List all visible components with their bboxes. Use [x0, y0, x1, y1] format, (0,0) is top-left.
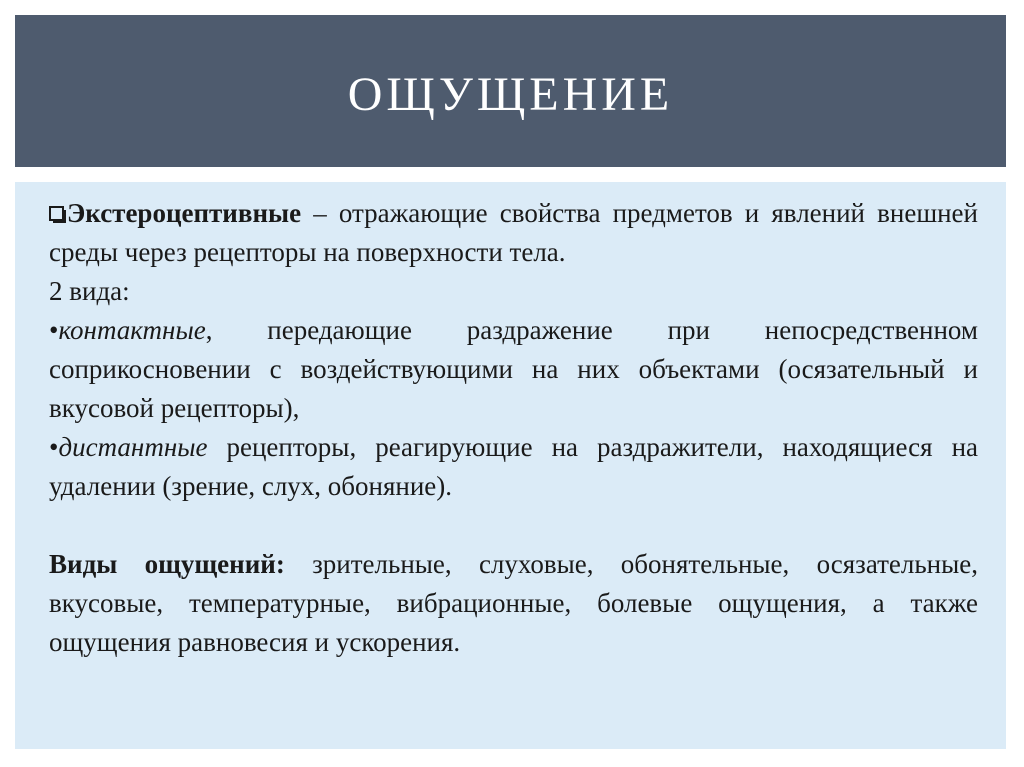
- sensation-types-text: зрительные, слуховые, обонятельные, осязательные, вкусовые, температурные, вибрационные, болевые ощущения, а также ощущения равновесия и ускорения.: [49, 549, 978, 657]
- bullet-marker: •: [49, 432, 59, 462]
- bullet-marker: •: [49, 315, 59, 345]
- exteroceptive-count: 2 вида:: [49, 276, 130, 306]
- distant-text: рецепторы, реагирующие на раздражители, находящиеся на удалении (зрение, слух, обоняние).: [49, 432, 978, 501]
- paragraph-spacer: [49, 506, 978, 545]
- sensation-types-paragraph: [49, 545, 978, 662]
- content-panel: [15, 182, 1006, 749]
- sensation-types-label: Виды ощущений:: [49, 549, 285, 579]
- distant-term: дистантные: [58, 432, 208, 462]
- checkbox-bullet-icon: [49, 206, 64, 221]
- exteroceptive-term: Экстероцептивные: [67, 198, 302, 228]
- contact-term: контактные: [58, 315, 206, 345]
- title-bar: [15, 15, 1006, 167]
- contact-text: , передающие раздражение при непосредственном соприкосновении с воздействующими на них объектами (осязательный и вкусовой рецепторы),: [49, 315, 978, 423]
- exteroceptive-definition: – отражающие свойства предметов и явлений внешней среды через рецепторы на поверхности тела.: [49, 198, 978, 267]
- slide-title: ОЩУЩЕНИЕ: [347, 67, 674, 121]
- exteroceptive-paragraph: [49, 194, 978, 311]
- bullet-distant: [49, 428, 978, 506]
- bullet-contact: [49, 311, 978, 428]
